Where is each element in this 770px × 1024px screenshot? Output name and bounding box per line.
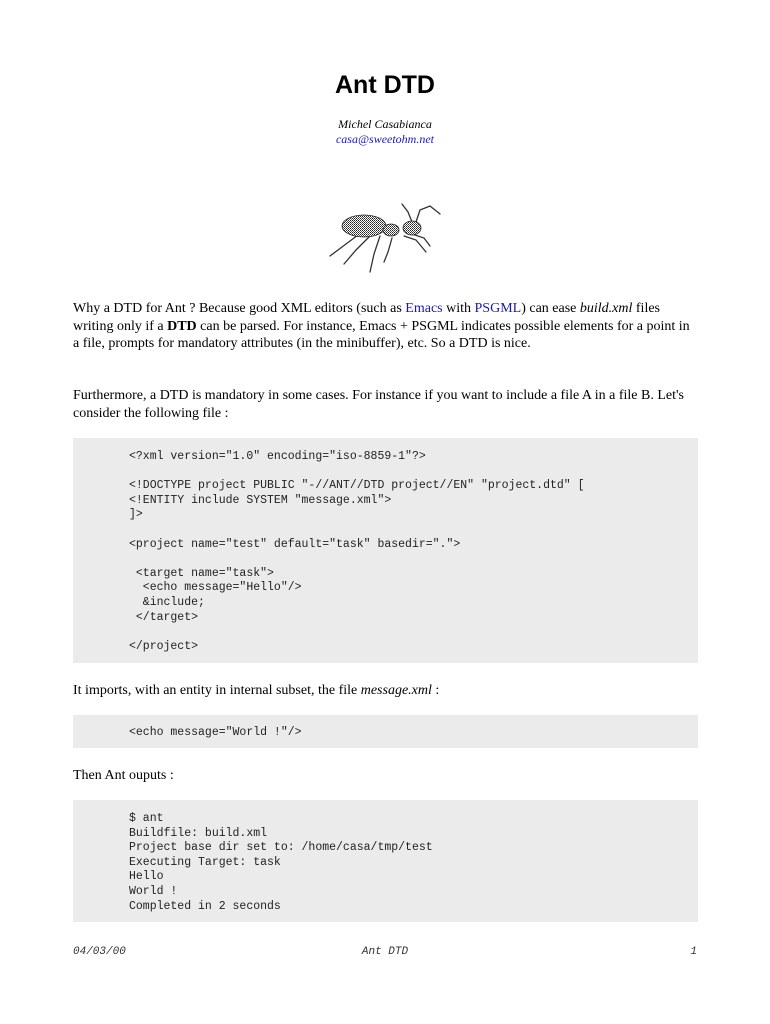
author-email-link[interactable]: casa@sweetohm.net: [335, 132, 435, 146]
intro-text-1: Why a DTD for Ant ? Because good XML editors (such as: [73, 301, 406, 316]
intro-text-2: with: [442, 301, 475, 316]
intro-text-5: can be parsed. For instance, Emacs + PSGML indicates possible elements for a point in a file, prompts for mandatory attributes (in the minibuffer), etc. So a DTD is nice.: [73, 318, 690, 351]
build-xml-term: build.xml: [579, 301, 633, 316]
emacs-link[interactable]: Emacs: [405, 301, 443, 316]
imports-text: It imports, with an entity in internal subset, the file: [73, 683, 361, 698]
project-xml-code-block: [73, 438, 698, 663]
intro-text-4: files writing only if a: [73, 301, 660, 334]
intro-paragraph: [73, 300, 698, 353]
footer-date: 04/03/00: [73, 946, 126, 958]
dtd-term: DTD: [167, 318, 197, 334]
page-title: Ant DTD: [335, 71, 435, 99]
footer-title: Ant DTD: [361, 946, 409, 958]
ant-output-code: $ ant Buildfile: build.xml Project base dir set to: /home/casa/tmp/test Executing Target: task Hello World ! Completed in 2 seconds: [129, 812, 433, 913]
ant-output-code-block: [73, 800, 698, 922]
project-xml-code: <?xml version="1.0" encoding="iso-8859-1"?> <!DOCTYPE project PUBLIC "-//ANT//DTD project//EN" "project.dtd" [ <!ENTITY include SYSTEM "message.xml"> ]> <project name="test" default="task" basedir="."> <target name="task"> <echo message="Hello"/> &include; </target> </project>: [129, 450, 585, 653]
message-xml-code: <echo message="World !"/>: [129, 726, 302, 739]
message-xml-code-block: [73, 715, 698, 748]
author-name: Michel Casabianca: [338, 117, 432, 131]
mandatory-paragraph: Furthermore, a DTD is mandatory in some cases. For instance if you want to include a file A in a file B. Let's consider the following file :: [73, 388, 684, 421]
psgml-link[interactable]: PSGML: [474, 301, 522, 316]
imports-paragraph: [73, 682, 698, 700]
footer-page-number: 1: [690, 946, 697, 958]
imports-suffix: :: [431, 683, 440, 698]
intro-text-3: ) can ease: [521, 301, 580, 316]
output-intro-paragraph: Then Ant ouputs :: [73, 768, 174, 783]
ant-illustration-icon: [322, 200, 444, 275]
message-xml-term: message.xml: [360, 683, 432, 698]
